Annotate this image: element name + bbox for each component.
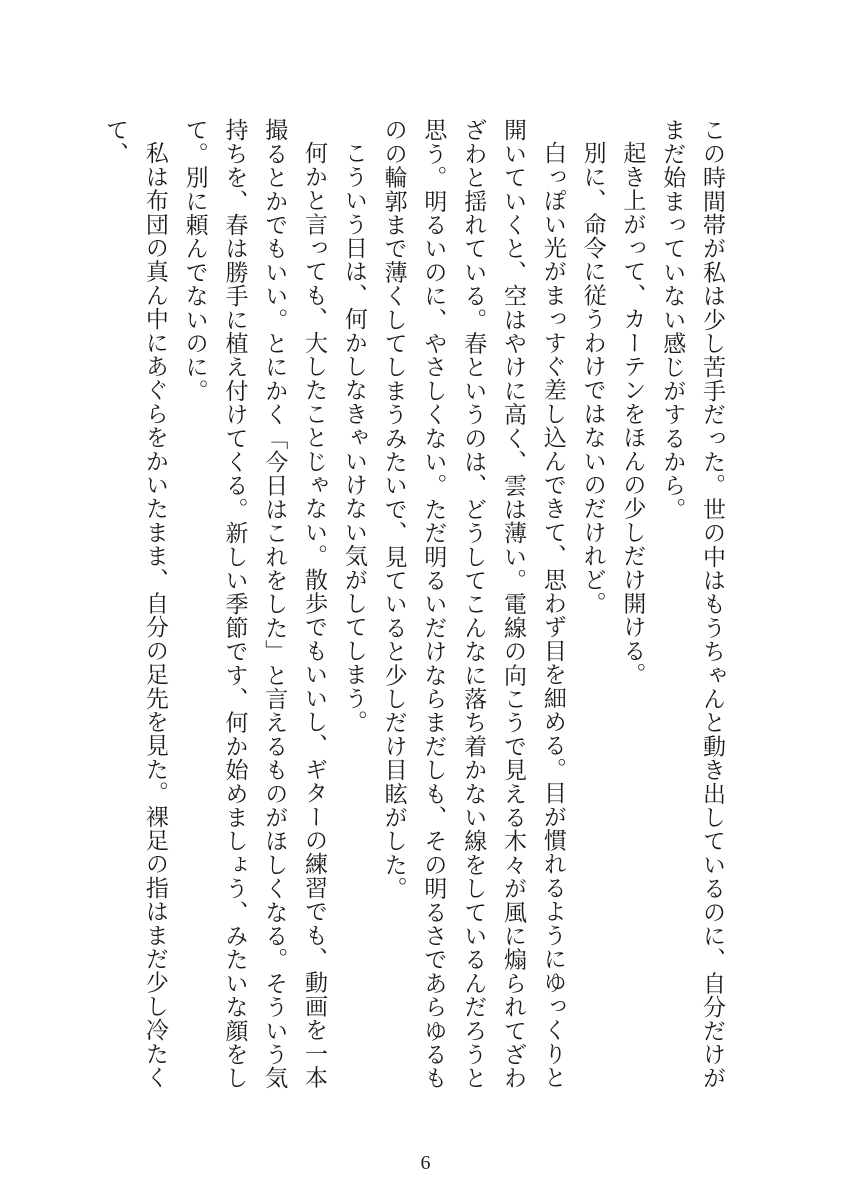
vertical-text-body [94, 118, 731, 1108]
paragraph: 私は布団の真ん中にあぐらをかいたまま、自分の足先を見た。裸足の指はまだ少し冷たくて、 [102, 118, 168, 1089]
paragraph: 何かと言っても、大したことじゃない。散歩でもいいし、ギターの練習でも、動画を一本撮るとかでもいい。とにかく「今日はこれをした」と言えるものがほしくなる。そういう気持ちを、春は勝手に植え付けてくる。新しい季節です、何か始めましょう、みたいな顔をして。別に頼んでないのに。 [181, 118, 328, 1090]
paragraph: この時間帯が私は少し苦手だった。世の中はもうちゃんと動き出しているのに、自分だけがまだ始まっていない感じがするから。 [659, 118, 725, 1090]
paragraph: こういう日は、何かしなきゃいけない気がしてしまう。 [340, 141, 367, 734]
paragraph: 白っぽい光がまっすぐ差し込んできて、思わず目を細める。目が慣れるようにゆっくりと開いていくと、空はやけに高く、雲は薄い。電線の向こうで見える木々が風に煽られてざわざわと揺れている。春というのは、どうしてこんなに落ち着かない線をしているんだろうと思う。明るいのに、やさしくない。ただ明るいだけならまだしも、その明るさであらゆるものの輪郭まで薄くしてしまうみたいで、見ていると少しだけ目眩がした。 [380, 118, 566, 1090]
paragraph: 別に、命令に従うわけではないのだけれど。 [579, 141, 606, 615]
page-number: 6 [420, 1152, 431, 1174]
paragraph: 起き上がって、カーテンをほんの少しだけ開ける。 [619, 141, 646, 687]
